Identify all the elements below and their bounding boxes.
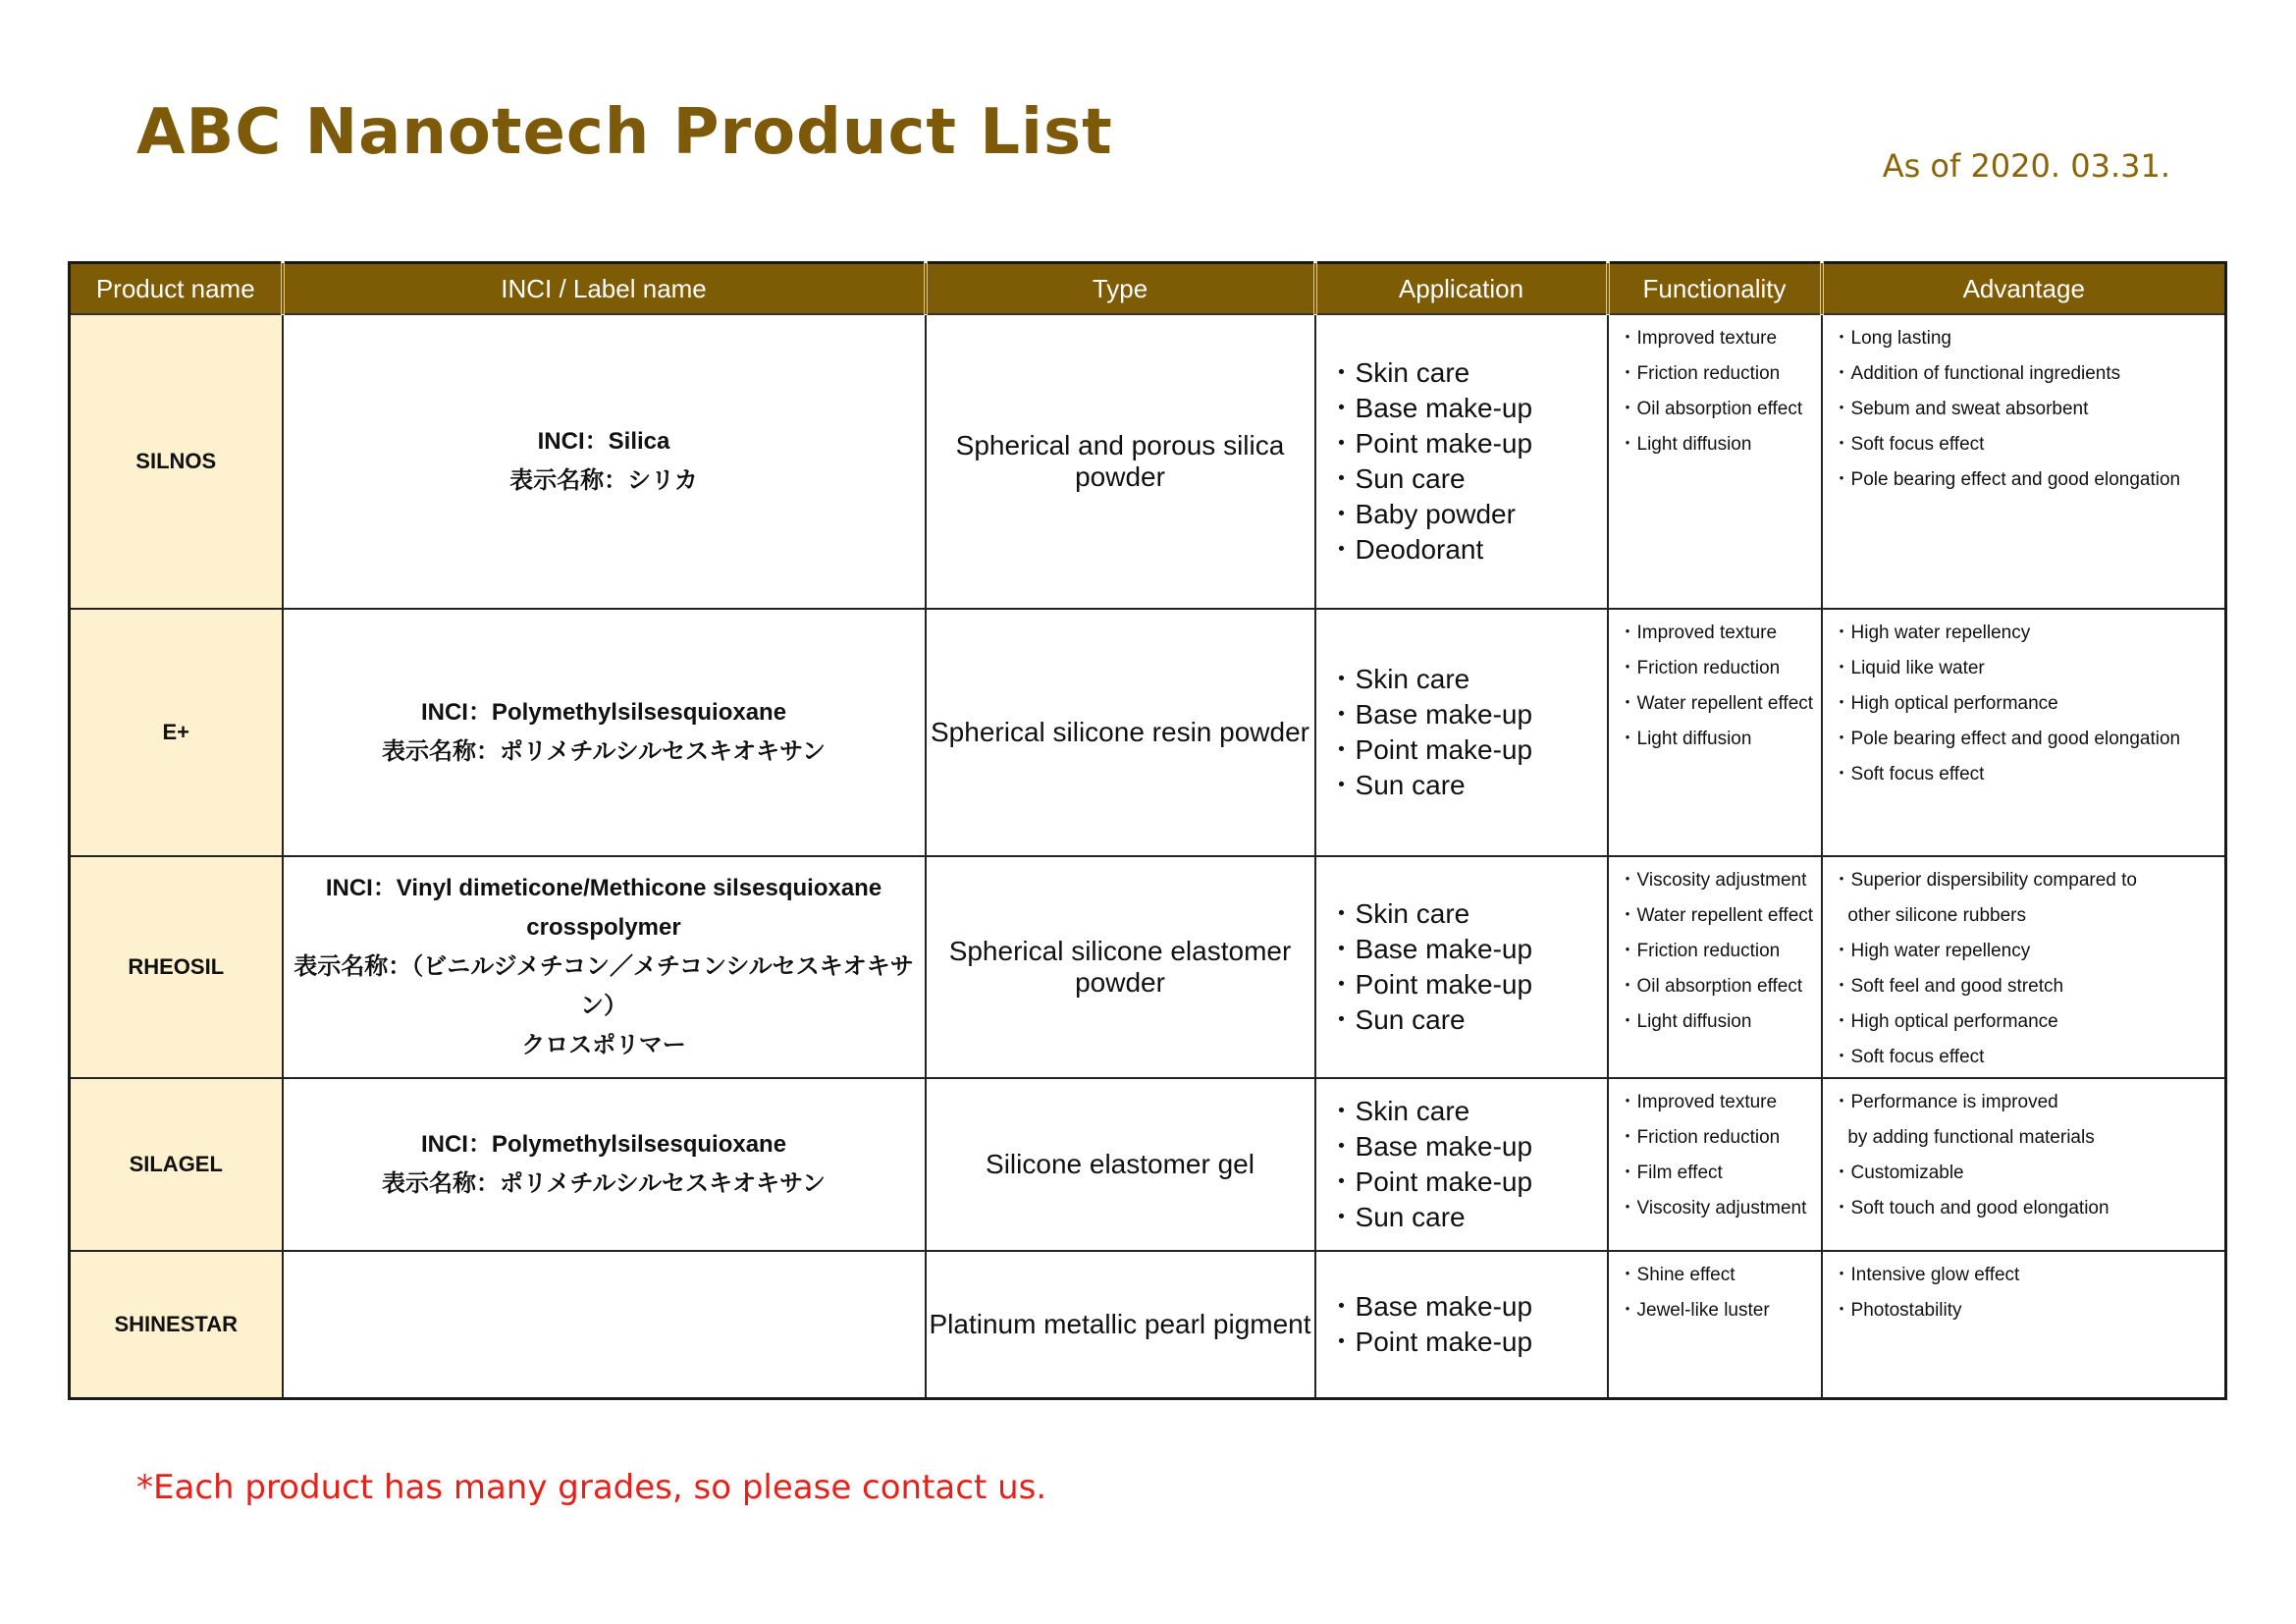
list-item: ・ Point make-up [1328,732,1607,768]
list-item: ・ Base make-up [1328,1289,1607,1325]
application-list [1328,1094,1607,1235]
inci-line: 表示名称：ポリメチルシルセスキオキサン [382,738,826,765]
list-item: ・ Shine effect [1619,1258,1815,1293]
list-item: ・ Base make-up [1328,932,1607,967]
product-name-cell: SILNOS [70,314,283,609]
advantage-cell [1822,856,2226,1078]
list-item: ・ Photostability [1833,1293,2219,1328]
product-name-cell: E+ [70,609,283,856]
contact-note: *Each product has many grades, so please contact us. [136,1468,1047,1507]
list-item: ・ Point make-up [1328,967,1607,1002]
list-item: ・ Sun care [1328,1002,1607,1038]
advantage-list [1833,1085,2219,1226]
advantage-list [1833,1258,2219,1328]
product-name-cell: SHINESTAR [70,1251,283,1398]
list-item: ・ Customizable [1833,1156,2219,1191]
product-name-cell: RHEOSIL [70,856,283,1078]
list-item: ・ Soft touch and good elongation [1833,1191,2219,1226]
list-item: ・ Sun care [1328,461,1607,497]
inci-cell [283,314,926,609]
list-item: ・ Viscosity adjustment [1619,863,1815,898]
list-item: ・ Water repellent effect [1619,686,1815,722]
list-item: ・ Oil absorption effect [1619,392,1815,427]
type-cell: Silicone elastomer gel [926,1078,1315,1251]
list-item: ・ Skin care [1328,355,1607,391]
table-row [70,1078,2226,1251]
advantage-cell [1822,314,2226,609]
advantage-cell [1822,609,2226,856]
list-item: ・ Water repellent effect [1619,898,1815,934]
product-name-cell: SILAGEL [70,1078,283,1251]
col-header-inci: INCI / Label name [283,263,926,315]
list-item: ・ Viscosity adjustment [1619,1191,1815,1226]
list-item: by adding functional materials [1842,1127,2095,1148]
table-row [70,1251,2226,1398]
table-row [70,609,2226,856]
inci-cell [283,856,926,1078]
table-row [70,314,2226,609]
list-item: ・ Baby powder [1328,497,1607,532]
list-item: ・ Soft feel and good stretch [1833,969,2219,1004]
as-of-date: As of 2020. 03.31. [1882,147,2170,185]
list-item: ・ Skin care [1328,1094,1607,1129]
functionality-list [1619,1258,1815,1328]
inci-line: クロスポリマー [521,1032,686,1058]
list-item: ・ Skin care [1328,662,1607,697]
list-item: ・ Addition of functional ingredients [1833,356,2219,392]
advantage-list [1833,616,2219,792]
product-table [68,261,2227,1400]
table-header-row [70,263,2226,315]
list-item: ・ Light diffusion [1619,1004,1815,1040]
list-item: ・ Light diffusion [1619,427,1815,462]
list-item: ・ Performance is improved [1833,1085,2219,1120]
list-item: ・ Point make-up [1328,1325,1607,1360]
list-item: ・ Friction reduction [1619,934,1815,969]
functionality-list [1619,1085,1815,1226]
advantage-cell [1822,1251,2226,1398]
inci-line: 表示名称：（ビニルジメチコン／メチコンシルセスキオキサン） [294,953,914,1019]
list-item: ・ Liquid like water [1833,651,2219,686]
advantage-cell [1822,1078,2226,1251]
type-cell: Platinum metallic pearl pigment [926,1251,1315,1398]
list-item: ・ Pole bearing effect and good elongation [1833,722,2219,757]
inci-line: 表示名称：ポリメチルシルセスキオキサン [382,1170,826,1197]
table-row [70,856,2226,1078]
table-body [70,314,2226,1398]
list-item: ・ Sun care [1328,1200,1607,1235]
list-item: ・ Friction reduction [1619,356,1815,392]
col-header-functionality: Functionality [1608,263,1822,315]
inci-line: INCI：Polymethylsilsesquioxane [420,1131,787,1158]
list-item: ・ Friction reduction [1619,1120,1815,1156]
application-list [1328,355,1607,568]
application-cell [1315,856,1608,1078]
functionality-list [1619,321,1815,462]
list-item: ・ Light diffusion [1619,722,1815,757]
list-item: ・ Sebum and sweat absorbent [1833,392,2219,427]
list-item: ・ Pole bearing effect and good elongation [1833,462,2219,498]
application-list [1328,1289,1607,1360]
list-item: ・ Sun care [1328,768,1607,803]
application-cell [1315,609,1608,856]
inci-cell [283,609,926,856]
list-item: ・ Film effect [1619,1156,1815,1191]
list-item: ・ Base make-up [1328,391,1607,426]
list-item: ・ Oil absorption effect [1619,969,1815,1004]
list-item: ・ Base make-up [1328,1129,1607,1164]
col-header-advantage: Advantage [1822,263,2226,315]
list-item: ・ Improved texture [1619,616,1815,651]
application-cell [1315,1078,1608,1251]
application-cell [1315,314,1608,609]
list-item: ・ Intensive glow effect [1833,1258,2219,1293]
functionality-cell [1608,609,1822,856]
col-header-product-name: Product name [70,263,283,315]
list-item: ・ Soft focus effect [1833,1040,2219,1075]
col-header-application: Application [1315,263,1608,315]
list-item: ・ High water repellency [1833,616,2219,651]
col-header-type: Type [926,263,1315,315]
type-cell: Spherical silicone resin powder [926,609,1315,856]
list-item: ・ Skin care [1328,896,1607,932]
list-item: ・ Soft focus effect [1833,427,2219,462]
advantage-list [1833,321,2219,498]
inci-cell [283,1078,926,1251]
application-cell [1315,1251,1608,1398]
functionality-cell [1608,314,1822,609]
list-item: ・ Long lasting [1833,321,2219,356]
list-item: ・ Superior dispersibility compared to [1833,863,2219,898]
functionality-cell [1608,1251,1822,1398]
application-list [1328,662,1607,803]
functionality-list [1619,863,1815,1040]
inci-line: INCI：Vinyl dimeticone/Methicone silsesquioxane [325,875,882,901]
inci-line: INCI：Polymethylsilsesquioxane [420,699,787,726]
list-item: ・ Deodorant [1328,532,1607,568]
list-item: ・ Soft focus effect [1833,757,2219,792]
list-item: ・ High optical performance [1833,1004,2219,1040]
list-item: ・ Jewel-like luster [1619,1293,1815,1328]
functionality-list [1619,616,1815,757]
type-cell: Spherical silicone elastomer powder [926,856,1315,1078]
inci-line: INCI：Silica [537,428,670,455]
inci-line: crosspolymer [526,914,681,941]
list-item: ・ Point make-up [1328,1164,1607,1200]
list-item: other silicone rubbers [1842,905,2026,926]
application-list [1328,896,1607,1038]
list-item: ・ Improved texture [1619,1085,1815,1120]
inci-line: 表示名称：シリカ [509,467,698,494]
advantage-list [1833,863,2219,1075]
list-item: ・ Point make-up [1328,426,1607,461]
list-item: ・ Base make-up [1328,697,1607,732]
inci-cell [283,1251,926,1398]
type-cell: Spherical and porous silica powder [926,314,1315,609]
page-title: ABC Nanotech Product List [136,96,1113,169]
functionality-cell [1608,856,1822,1078]
list-item: ・ Friction reduction [1619,651,1815,686]
list-item: ・ High optical performance [1833,686,2219,722]
list-item: ・ Improved texture [1619,321,1815,356]
functionality-cell [1608,1078,1822,1251]
list-item: ・ High water repellency [1833,934,2219,969]
